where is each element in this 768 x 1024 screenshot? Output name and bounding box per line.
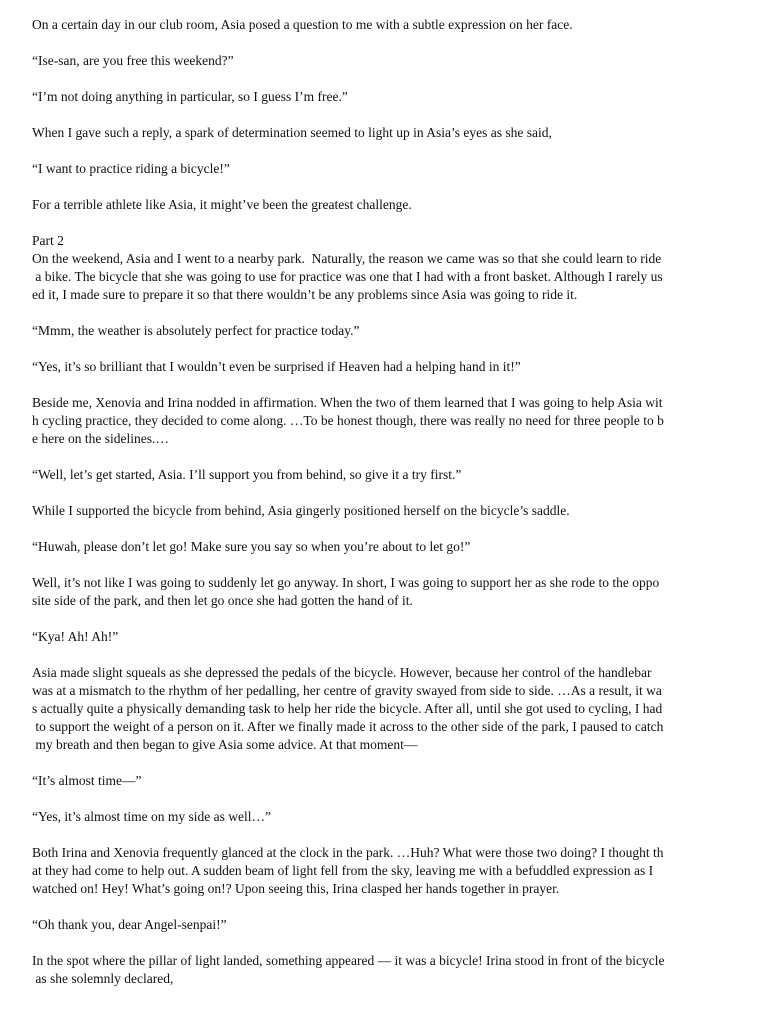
text-line: “Oh thank you, dear Angel-senpai!” — [32, 917, 227, 932]
paragraph — [32, 394, 738, 448]
text-line: h cycling practice, they decided to come along. …To be honest though, there was really no need for three people to b — [32, 413, 664, 428]
paragraph — [32, 16, 738, 34]
paragraph — [32, 232, 738, 250]
text-line: ed it, I made sure to prepare it so that there wouldn’t be any problems since Asia was going to ride it. — [32, 287, 578, 302]
text-line: s actually quite a physically demanding task to help her ride the bicycle. After all, until she got used to cycling, I had — [32, 701, 663, 716]
text-line: was at a mismatch to the rhythm of her pedalling, her centre of gravity swayed from side to side. …As a result, it wa — [32, 683, 662, 698]
paragraph — [32, 952, 738, 988]
paragraph — [32, 196, 738, 214]
text-line: “Mmm, the weather is absolutely perfect for practice today.” — [32, 323, 360, 338]
paragraph — [32, 52, 738, 70]
text-line: While I supported the bicycle from behind, Asia gingerly positioned herself on the bicycle’s saddle. — [32, 503, 570, 518]
text-line: In the spot where the pillar of light landed, something appeared — it was a bicycle! Irina stood in front of the bicycle — [32, 953, 665, 968]
paragraph — [32, 574, 738, 610]
text-line: Asia made slight squeals as she depressed the pedals of the bicycle. However, because her control of the handlebar — [32, 665, 652, 680]
text-line: “Kya! Ah! Ah!” — [32, 629, 119, 644]
text-line: “I’m not doing anything in particular, so I guess I’m free.” — [32, 89, 348, 104]
paragraph — [32, 628, 738, 646]
text-line: Both Irina and Xenovia frequently glanced at the clock in the park. …Huh? What were those two doing? I thought th — [32, 845, 664, 860]
paragraph — [32, 466, 738, 484]
paragraph — [32, 124, 738, 142]
paragraph — [32, 844, 738, 898]
text-line: “Ise-san, are you free this weekend?” — [32, 53, 234, 68]
paragraph — [32, 916, 738, 934]
text-line: On a certain day in our club room, Asia posed a question to me with a subtle expression on her face. — [32, 17, 573, 32]
text-line: When I gave such a reply, a spark of determination seemed to light up in Asia’s eyes as she said, — [32, 125, 552, 140]
paragraph — [32, 538, 738, 556]
text-line: as she solemnly declared, — [32, 971, 174, 986]
text-line: “Yes, it’s so brilliant that I wouldn’t even be surprised if Heaven had a helping hand in it!” — [32, 359, 521, 374]
paragraph — [32, 88, 738, 106]
paragraph — [32, 502, 738, 520]
text-line: site side of the park, and then let go once she had gotten the hand of it. — [32, 593, 413, 608]
paragraph — [32, 772, 738, 790]
paragraph — [32, 322, 738, 340]
text-line: “Well, let’s get started, Asia. I’ll support you from behind, so give it a try first.” — [32, 467, 462, 482]
paragraph — [32, 664, 738, 754]
text-line: Well, it’s not like I was going to suddenly let go anyway. In short, I was going to support her as she rode to the oppo — [32, 575, 660, 590]
text-line: to support the weight of a person on it. After we finally made it across to the other side of the park, I paused to catch — [32, 719, 664, 734]
text-line: “I want to practice riding a bicycle!” — [32, 161, 230, 176]
text-line: “Yes, it’s almost time on my side as well…” — [32, 809, 271, 824]
text-line: “It’s almost time—” — [32, 773, 142, 788]
paragraph — [32, 160, 738, 178]
text-line: my breath and then began to give Asia some advice. At that moment— — [32, 737, 418, 752]
document-page — [32, 16, 738, 988]
text-line: “Huwah, please don’t let go! Make sure you say so when you’re about to let go!” — [32, 539, 471, 554]
text-line: a bike. The bicycle that she was going to use for practice was one that I had with a front basket. Although I rarely us — [32, 269, 663, 284]
text-line: Beside me, Xenovia and Irina nodded in affirmation. When the two of them learned that I was going to help Asia wit — [32, 395, 663, 410]
paragraph — [32, 358, 738, 376]
text-line: For a terrible athlete like Asia, it might’ve been the greatest challenge. — [32, 197, 412, 212]
text-line: watched on! Hey! What’s going on!? Upon seeing this, Irina clasped her hands together in prayer. — [32, 881, 560, 896]
paragraph — [32, 808, 738, 826]
paragraph — [32, 250, 738, 304]
text-line: On the weekend, Asia and I went to a nearby park. Naturally, the reason we came was so that she could learn to ride — [32, 251, 662, 266]
text-line: e here on the sidelines.… — [32, 431, 169, 446]
text-line: at they had come to help out. A sudden beam of light fell from the sky, leaving me with a befuddled expression as I — [32, 863, 654, 878]
text-line: Part 2 — [32, 233, 64, 248]
